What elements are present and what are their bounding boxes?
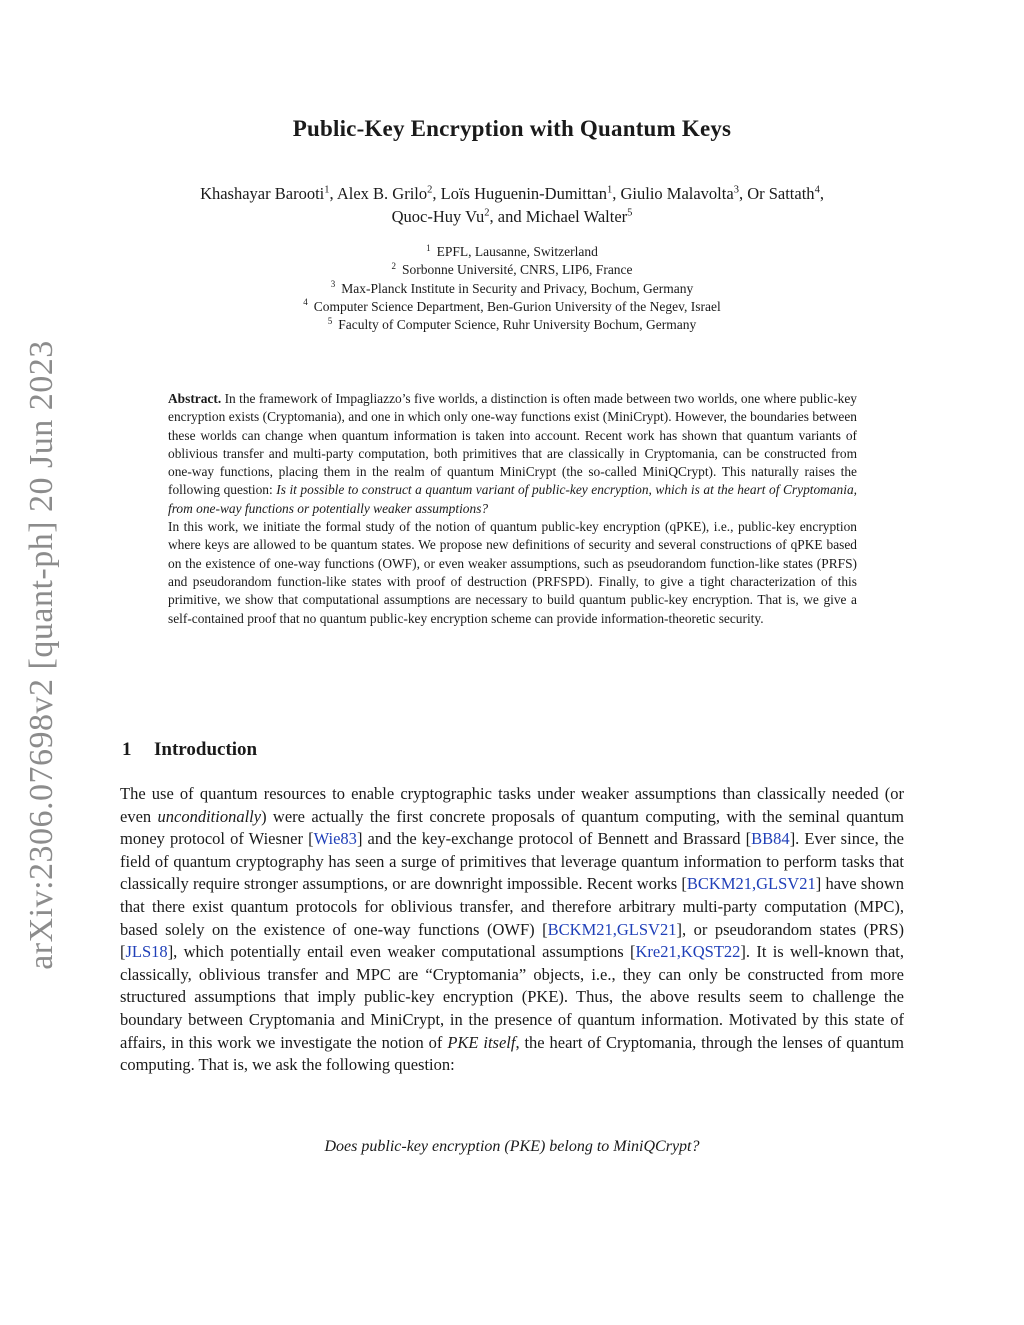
affiliation bbox=[0, 243, 1024, 261]
abstract bbox=[168, 390, 857, 628]
section-title: Introduction bbox=[154, 739, 258, 760]
author-name: Michael Walter bbox=[525, 207, 628, 226]
affiliation-text: EPFL, Lausanne, Switzerland bbox=[436, 244, 598, 259]
introduction-paragraph: The use of quantum resources to enable cryptographic tasks under weaker assumptions than classically needed (or even unconditionally) were actually the first concrete proposals of quantum computing, with the seminal quantum money protocol of Wiesner [Wie83] and the key-exchange protocol of Bennett and Brassard [BB84]. Ever since, the field of quantum cryptography has seen a surge of primitives that leverage quantum information to perform tasks that classically require stronger assumptions, or are downright impossible. Recent works [BCKM21,GLSV21] have shown that there exist quantum protocols for oblivious transfer, and therefore arbitrary multi-party computation (MPC), based solely on the existence of one-way functions (OWF) [BCKM21,GLSV21], or pseudorandom states (PRS) [JLS18], which potentially entail even weaker computational assumptions [Kre21,KQST22]. It is well-known that, classically, oblivious transfer and MPC are “Cryptomania” objects, i.e., they can only be constructed from more structured assumptions that imply public-key encryption (PKE). Thus, the above results seem to challenge the boundary between Cryptomania and MiniCrypt, in the presence of quantum information. Motivated by this state of affairs, in this work we investigate the notion of PKE itself, the heart of Cryptomania, through the lenses of quantum computing. That is, we ask the following question: bbox=[120, 784, 904, 1075]
affiliation bbox=[0, 280, 1024, 298]
citation-link[interactable]: Kre21 bbox=[635, 942, 677, 962]
affiliation-text: Faculty of Computer Science, Ruhr University Bochum, Germany bbox=[338, 317, 697, 333]
affiliation-number: 1 bbox=[426, 242, 431, 253]
citation-link[interactable]: GLSV21 bbox=[756, 874, 816, 894]
abstract-paragraph-2: In this work, we initiate the formal study of the notion of quantum public-key encryption (qPKE), i.e., public-key encryption where keys are allowed to be quantum states. We propose new definitions of security and several constructions of qPKE based on the existence of one-way functions (OWF), or even weaker assumptions, such as pseudorandom function-like states (PRFS) and pseudorandom function-like states with proof of destruction (PRFSPD). Finally, to give a tight characterization of this primitive, we show that computational assumptions are necessary to build quantum public-key encryption. That is, we give a self-contained proof that no quantum public-key encryption scheme can provide information-theoretic security. bbox=[168, 519, 857, 626]
citation-link[interactable]: GLSV21 bbox=[616, 919, 677, 939]
abstract-paragraph-1 bbox=[168, 390, 857, 518]
citation-link[interactable]: KQST22 bbox=[680, 942, 741, 962]
author-affiliation-mark: 2 bbox=[484, 207, 490, 219]
section-number: 1 bbox=[122, 739, 132, 760]
affiliation-number: 5 bbox=[327, 315, 333, 326]
abstract-text: In the framework of Impagliazzo’s five worlds, a distinction is often made between two worlds, one where public-key encryption exists (Cryptomania), and one in which only one-way functions exist (MiniCrypt). However, the boundaries between these worlds can change when quantum information is taken into account. Recent work has shown that quantum variants of oblivious transfer and multi-party computation, both primitives that are classically in Cryptomania, can be constructed from one-way functions, placing them in the realm of quantum MiniCrypt (the so-called MiniQCrypt). This naturally raises the following question: bbox=[168, 391, 857, 498]
affiliation-text: Computer Science Department, Ben-Gurion University of the Negev, Israel bbox=[313, 298, 721, 314]
author-name: Alex B. Grilo bbox=[336, 184, 428, 203]
affiliation-list bbox=[0, 243, 1024, 334]
abstract-label: Abstract. bbox=[168, 391, 222, 406]
author-name: Loïs Huguenin-Dumittan bbox=[440, 184, 607, 203]
author-affiliation-mark: 4 bbox=[814, 184, 820, 196]
author-name: Khashayar Barooti bbox=[200, 184, 325, 203]
affiliation-number: 4 bbox=[303, 297, 308, 308]
author-affiliation-mark: 1 bbox=[324, 184, 330, 196]
author-affiliation-mark: 3 bbox=[733, 184, 739, 196]
central-question: Does public-key encryption (PKE) belong to MiniQCrypt? bbox=[324, 1138, 700, 1155]
citation-link[interactable]: Wie83 bbox=[313, 829, 357, 849]
author-affiliation-mark: 1 bbox=[606, 184, 613, 196]
citation-link[interactable]: BCKM21 bbox=[686, 874, 752, 894]
author-affiliation-mark: 2 bbox=[427, 184, 433, 196]
paper-title: Public-Key Encryption with Quantum Keys bbox=[292, 116, 732, 141]
affiliation-number: 3 bbox=[330, 279, 336, 290]
citation-link[interactable]: BB84 bbox=[751, 829, 790, 849]
affiliation bbox=[0, 298, 1024, 316]
section-heading bbox=[122, 739, 257, 761]
author-affiliation-mark: 5 bbox=[627, 207, 633, 219]
affiliation bbox=[0, 261, 1024, 279]
citation-link[interactable]: JLS18 bbox=[125, 942, 168, 962]
abstract-research-question: Is it possible to construct a quantum variant of public-key encryption, which is at the heart of Cryptomania, from one-way functions or potentially weaker assumptions? bbox=[168, 482, 857, 516]
affiliation-text: Max-Planck Institute in Security and Privacy, Bochum, Germany bbox=[341, 280, 694, 296]
affiliation-text: Sorbonne Université, CNRS, LIP6, France bbox=[401, 262, 633, 278]
author-name: Quoc-Huy Vu bbox=[391, 207, 485, 226]
author-name: Giulio Malavolta bbox=[620, 184, 734, 203]
emphasis: unconditionally bbox=[157, 806, 262, 826]
emphasis: PKE itself bbox=[447, 1032, 516, 1052]
citation-link[interactable]: BCKM21 bbox=[547, 919, 613, 939]
affiliation bbox=[0, 316, 1024, 334]
author-list: Khashayar Barooti$^1$, Alex B. Grilo$^2$, Loïs Huguenin-Dumittan$^1$, Giulio Malavolta$^3$, Or Sattath$^4$, Quoc-Huy Vu$^2$, and Michael Walter$^5$ bbox=[200, 184, 824, 226]
affiliation-number: 2 bbox=[391, 260, 396, 271]
arxiv-identifier: arXiv:2306.07698v2 [quant-ph] 20 Jun 2023 bbox=[23, 340, 60, 970]
author-name: Or Sattath bbox=[747, 184, 815, 203]
